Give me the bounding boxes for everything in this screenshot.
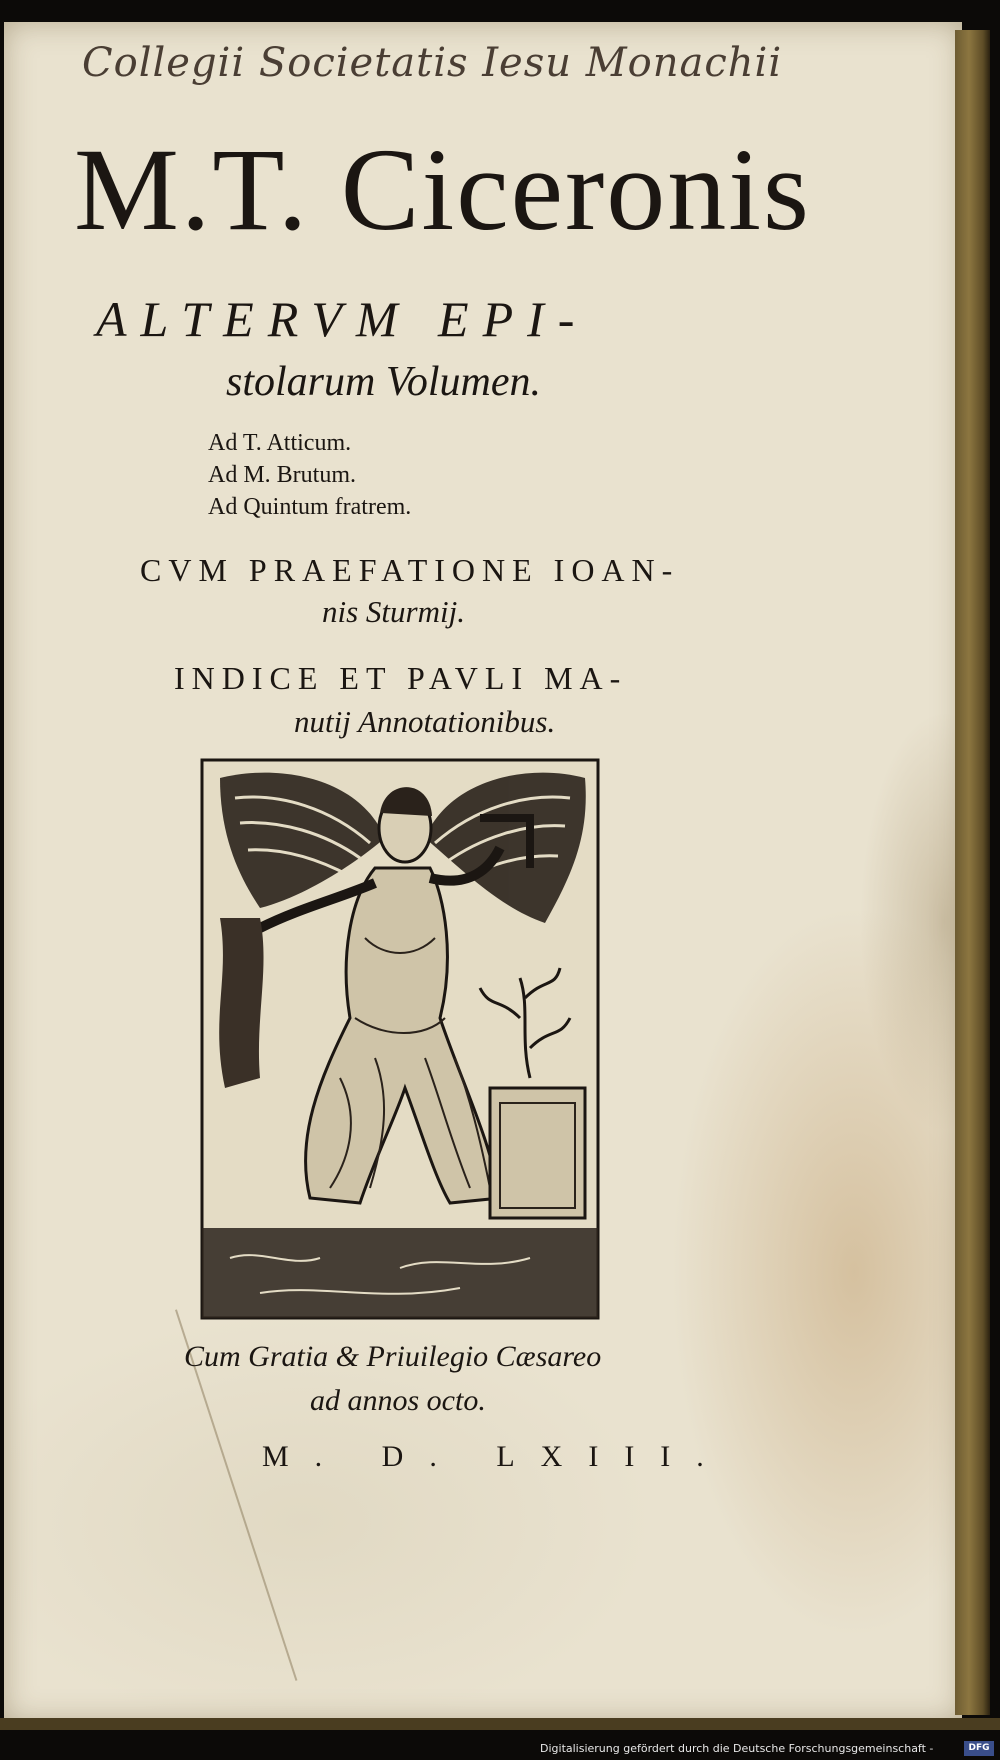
ownership-inscription: Collegii Societatis Iesu Monachii — [82, 40, 783, 86]
publication-date: M. D. LXIII. — [262, 1440, 730, 1473]
subtitle-line-2: stolarum Volumen. — [226, 359, 541, 405]
privilege-line-2: ad annos octo. — [310, 1384, 486, 1417]
page-edge — [955, 30, 990, 1715]
preface-line-2: nis Sturmij. — [322, 594, 465, 629]
preface-line-1: CVM PRAEFATIONE IOAN- — [140, 552, 680, 588]
page-bottom-edge — [0, 1718, 1000, 1730]
contents-item: Ad M. Brutum. — [208, 462, 357, 488]
dfg-logo: DFG — [964, 1741, 994, 1756]
index-line-1: INDICE ET PAVLI MA- — [174, 660, 628, 696]
book-title: M.T. Ciceronis — [74, 124, 811, 255]
subtitle-line-1: ALTERVM EPI- — [96, 291, 589, 347]
woodcut-winged-figure — [200, 758, 600, 1320]
index-line-2: nutij Annotationibus. — [294, 704, 556, 739]
digitization-credit: Digitalisierung gefördert durch die Deutsche Forschungsgemeinschaft - — [540, 1742, 934, 1755]
privilege-line-1: Cum Gratia & Priuilegio Cæsareo — [184, 1340, 602, 1373]
contents-item: Ad T. Atticum. — [208, 430, 352, 456]
contents-item: Ad Quintum fratrem. — [208, 494, 412, 520]
